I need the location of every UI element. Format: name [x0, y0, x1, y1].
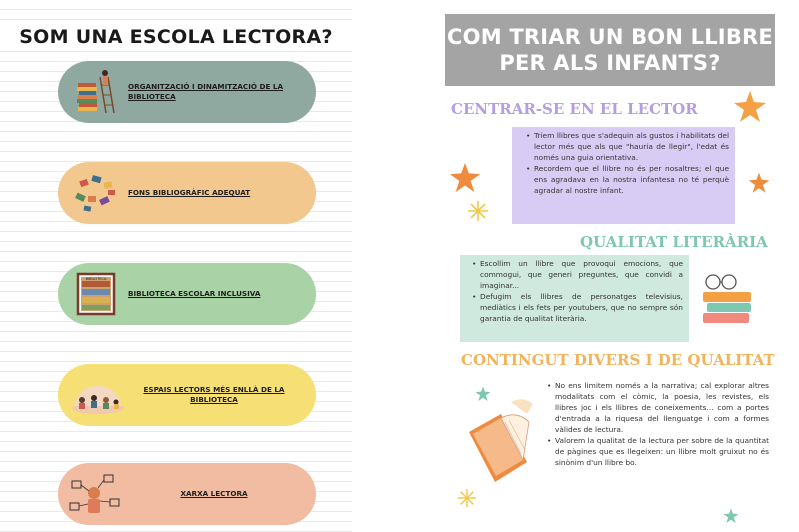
reading-children-illustration	[58, 364, 128, 426]
lector-bullet-1: • Triem llibres que s'adequin als gustos i habilitats del lector més que als que "hauria de llegir", l'edat és només una guia orientativa.	[526, 130, 729, 163]
pill-label: ORGANITZACIÓ I DINAMITZACIÓ DE LA BIBLIOTECA	[128, 82, 284, 101]
section-heading-qualitat: QUALITAT LITERÀRIA	[580, 233, 768, 251]
link-espais-lectors[interactable]	[58, 364, 316, 426]
pill-label: BIBLIOTECA ESCOLAR INCLUSIVA	[128, 289, 261, 299]
reading-network-illustration	[58, 463, 128, 525]
link-organitzacio-biblioteca[interactable]	[58, 61, 316, 123]
link-fons-bibliografic[interactable]	[58, 162, 316, 224]
orange-star-icon	[449, 162, 481, 194]
open-book-icon	[461, 392, 535, 492]
banner-title-line2: PER ALS INFANTS?	[499, 51, 721, 75]
title-banner	[445, 14, 775, 86]
contingut-box	[533, 378, 771, 502]
pill-label: XARXA LECTORA	[180, 489, 248, 499]
photo-caption: BIBLIOTECA	[85, 277, 107, 281]
link-xarxa-lectora[interactable]	[58, 463, 316, 525]
section-heading-contingut: CONTINGUT DIVERS I DE QUALITAT	[461, 351, 775, 369]
lector-bullet-2: • Recordem que el llibre no és per nosaltres; el que ens agradava en la nostra infantesa no té perquè agradar al nostre infant.	[526, 163, 729, 196]
qualitat-box	[460, 255, 689, 342]
sparkle-icon	[467, 200, 489, 222]
link-biblioteca-inclusiva[interactable]	[58, 263, 316, 325]
qualitat-bullet-2: • Defugim els llibres de personatges televisius, mediàtics i els fets per youtubers, que no sempre són garantia de qualitat literària.	[472, 291, 683, 324]
teal-star-icon	[723, 508, 739, 524]
banner-title-line1: COM TRIAR UN BON LLIBRE	[447, 25, 773, 49]
orange-star-icon	[733, 90, 767, 124]
pill-label: ESPAIS LECTORS MÉS ENLLÀ DE LA BIBLIOTECA	[143, 385, 285, 404]
contingut-bullet-1: • No ens limitem només a la narrativa; cal explorar altres modalitats com el còmic, la poesia, les revistes, els llibres joc i els llibres de coneixements... com a portes d'entrada a la riquesa del llenguatge i com a formes vàlides de lectura.	[547, 380, 769, 435]
book-choice-panel	[445, 0, 799, 532]
flying-books-illustration	[58, 162, 128, 224]
glasses-books-icon	[697, 270, 757, 328]
orange-star-icon	[748, 172, 770, 194]
qualitat-bullet-1: • Escollim un llibre que provoqui emocions, que commogui, que generi preguntes, que convidi a imaginar...	[472, 258, 683, 291]
lector-box	[512, 127, 735, 224]
panel-title: SOM UNA ESCOLA LECTORA?	[0, 26, 352, 48]
library-photo-illustration	[58, 263, 128, 325]
section-heading-lector: CENTRAR-SE EN EL LECTOR	[451, 100, 698, 118]
school-reader-panel	[0, 0, 352, 532]
pill-label: FONS BIBLIOGRÀFIC ADEQUAT	[128, 188, 251, 198]
library-ladder-illustration	[58, 61, 128, 123]
contingut-bullet-2: • Valorem la qualitat de la lectura per sobre de la quantitat de pàgines que es llegeixen: un llibre molt gruixut no és sinònim d'un llibre bo.	[547, 435, 769, 468]
